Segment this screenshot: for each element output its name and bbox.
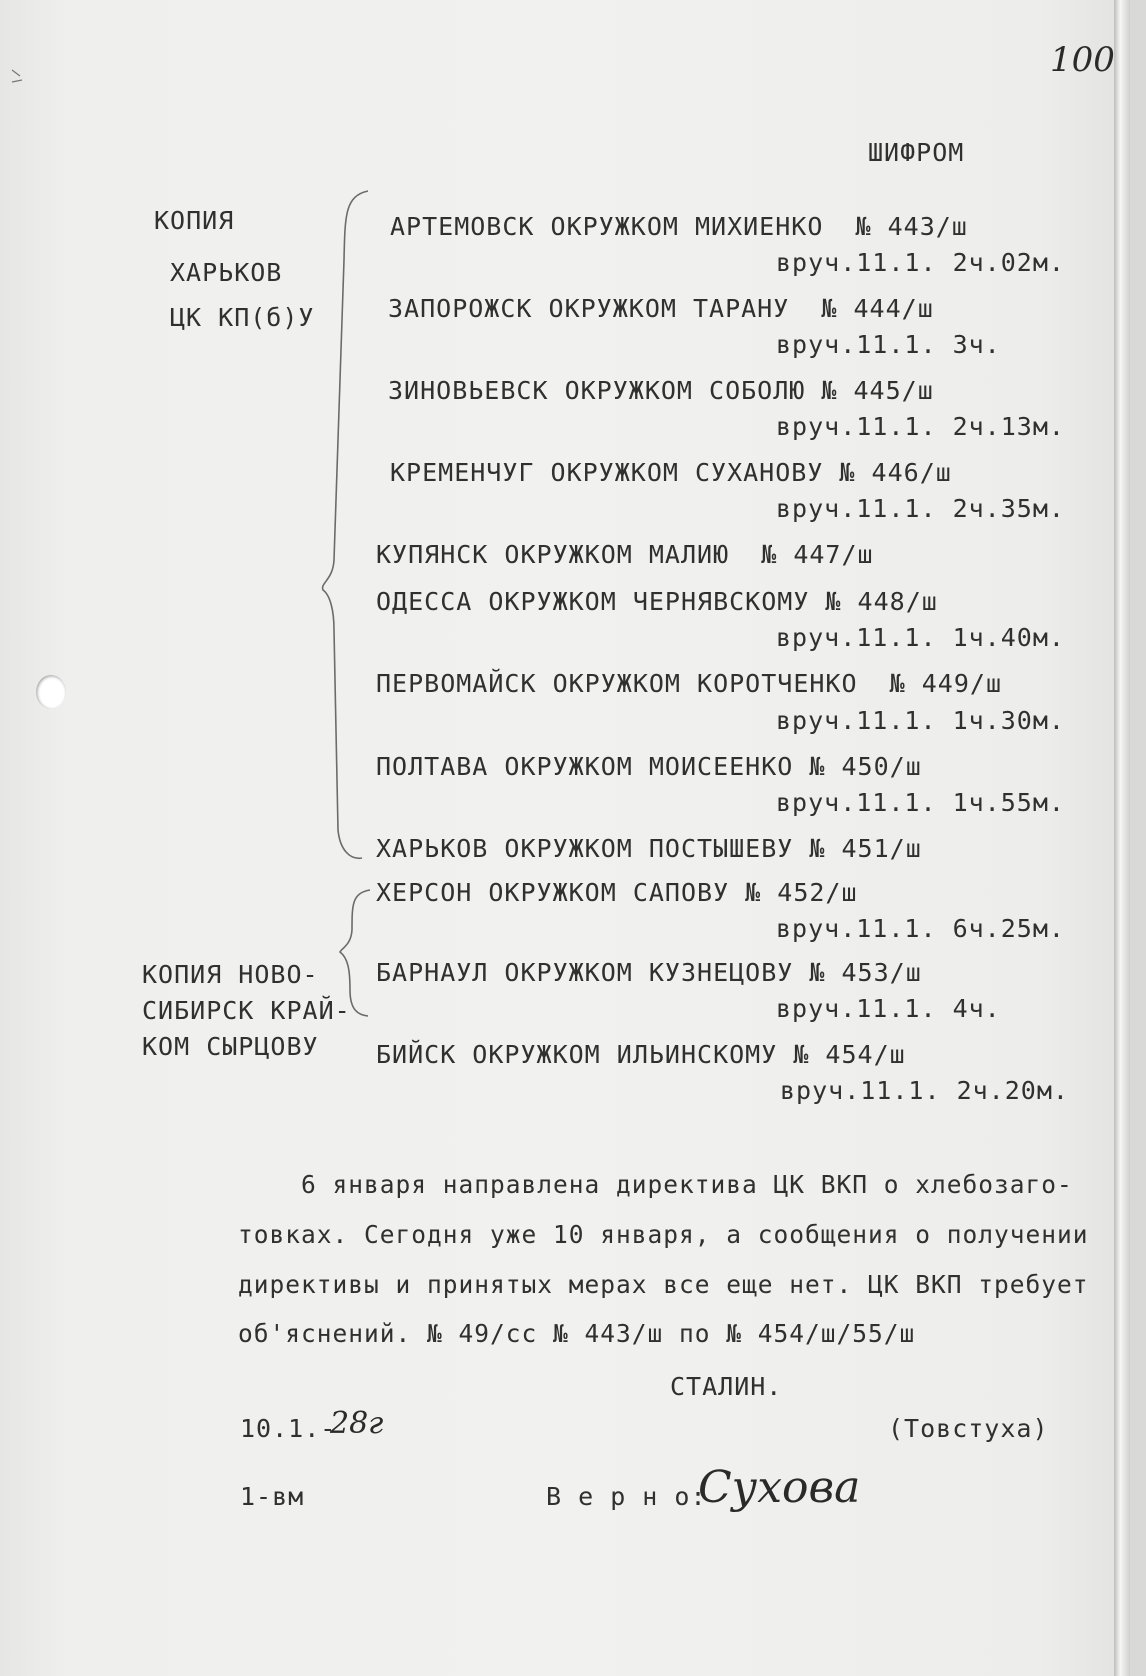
entry-line: КУПЯНСК ОКРУЖКОМ МАЛИЮ № 447/ш bbox=[376, 540, 874, 569]
entry-line: БАРНАУЛ ОКРУЖКОМ КУЗНЕЦОВУ № 453/ш bbox=[376, 958, 922, 987]
entry-delivered: вруч.11.1. 4ч. bbox=[776, 994, 1001, 1023]
entry-line: БИЙСК ОКРУЖКОМ ИЛЬИНСКОМУ № 454/ш bbox=[376, 1040, 906, 1069]
date-handwritten-year: 28г bbox=[330, 1406, 384, 1441]
entry-line: ОДЕССА ОКРУЖКОМ ЧЕРНЯВСКОМУ № 448/ш bbox=[376, 587, 938, 616]
verno-signature: Сухова bbox=[698, 1462, 861, 1513]
group2-label-1: КОПИЯ НОВО- bbox=[142, 960, 319, 989]
entry-delivered: вруч.11.1. 2ч.35м. bbox=[776, 494, 1065, 523]
entry-line: ЗАПОРОЖСК ОКРУЖКОМ ТАРАНУ № 444/ш bbox=[388, 294, 934, 323]
entry-delivered: вруч.11.1. 1ч.40м. bbox=[776, 623, 1065, 652]
entry-delivered: вруч.11.1. 2ч.02м. bbox=[776, 248, 1065, 277]
signature-stalin: СТАЛИН. bbox=[670, 1372, 783, 1401]
entry-line: ХЕРСОН ОКРУЖКОМ САПОВУ № 452/ш bbox=[376, 878, 858, 907]
entry-delivered: вруч.11.1. 2ч.13м. bbox=[776, 412, 1065, 441]
group1-label-2: ХАРЬКОВ bbox=[170, 258, 283, 287]
entry-delivered: вруч.11.1. 1ч.30м. bbox=[776, 706, 1065, 735]
entry-line: ЗИНОВЬЕВСК ОКРУЖКОМ СОБОЛЮ № 445/ш bbox=[388, 376, 934, 405]
group2-label-2: СИБИРСК КРАЙ- bbox=[142, 996, 351, 1025]
page-number: 100 bbox=[1050, 40, 1115, 80]
header-cipher: ШИФРОМ bbox=[868, 138, 965, 167]
entry-delivered: вруч.11.1. 2ч.20м. bbox=[780, 1076, 1069, 1105]
entry-delivered: вруч.11.1. 3ч. bbox=[776, 330, 1001, 359]
entry-delivered: вруч.11.1. 6ч.25м. bbox=[776, 914, 1065, 943]
entry-line: ПОЛТАВА ОКРУЖКОМ МОИСЕЕНКО № 450/ш bbox=[376, 752, 922, 781]
body-line: директивы и принятых мерах все еще нет. ЦК ВКП требует bbox=[238, 1270, 1089, 1299]
entry-line: ПЕРВОМАЙСК ОКРУЖКОМ КОРОТЧЕНКО № 449/ш bbox=[376, 669, 1002, 698]
date-typed: 10.1.- bbox=[240, 1414, 337, 1443]
entry-delivered: вруч.11.1. 1ч.55м. bbox=[776, 788, 1065, 817]
group1-label-1: КОПИЯ bbox=[154, 206, 235, 235]
body-line: 6 января направлена директива ЦК ВКП о хлебозаго- bbox=[238, 1170, 1073, 1199]
copies-mark: 1-вм bbox=[240, 1482, 305, 1511]
entry-line: ХАРЬКОВ ОКРУЖКОМ ПОСТЫШЕВУ № 451/ш bbox=[376, 834, 922, 863]
body-line: товках. Сегодня уже 10 января, а сообщения о получении bbox=[238, 1220, 1089, 1249]
group2-label-3: КОМ СЫРЦОВУ bbox=[142, 1032, 319, 1061]
tovstukha: (Товстуха) bbox=[888, 1414, 1049, 1443]
entry-line: АРТЕМОВСК ОКРУЖКОМ МИХИЕНКО № 443/ш bbox=[390, 212, 968, 241]
entry-line: КРЕМЕНЧУГ ОКРУЖКОМ СУХАНОВУ № 446/ш bbox=[390, 458, 952, 487]
verno-label: В е р н о: bbox=[546, 1482, 707, 1511]
group1-label-3: ЦК КП(б)У bbox=[170, 303, 315, 332]
body-line: об'яснений. № 49/сс № 443/ш по № 454/ш/55/ш bbox=[238, 1319, 916, 1348]
